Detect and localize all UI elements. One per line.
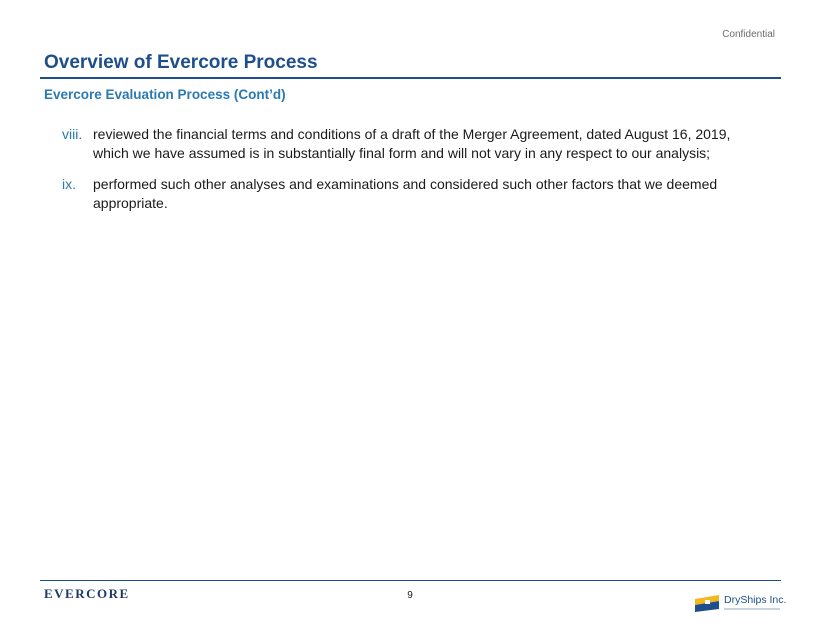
dryships-tagline <box>724 608 780 610</box>
section-subtitle: Evercore Evaluation Process (Cont’d) <box>44 87 286 102</box>
footer-divider <box>40 580 781 581</box>
list-item <box>62 125 762 163</box>
list-item-text: performed such other analyses and examinations and considered such other factors that we deemed appropriate. <box>93 176 718 211</box>
evercore-logo: EVERCORE <box>44 586 130 601</box>
list-item-text: reviewed the financial terms and conditions of a draft of the Merger Agreement, dated August 16, 2019, which we have assumed is in substantially final form and will not vary in any respect to our analysis; <box>93 126 731 161</box>
page-number: 9 <box>407 590 413 601</box>
numbered-list <box>62 125 762 225</box>
confidential-label: Confidential <box>722 29 775 40</box>
list-marker: viii. <box>62 126 83 142</box>
list-marker: ix. <box>62 176 76 192</box>
title-divider <box>40 77 781 79</box>
page-title: Overview of Evercore Process <box>44 52 318 73</box>
dryships-ship-icon <box>694 591 720 613</box>
list-item <box>62 175 762 213</box>
dryships-name: DryShips Inc. <box>724 594 787 606</box>
dryships-logo <box>694 591 786 613</box>
